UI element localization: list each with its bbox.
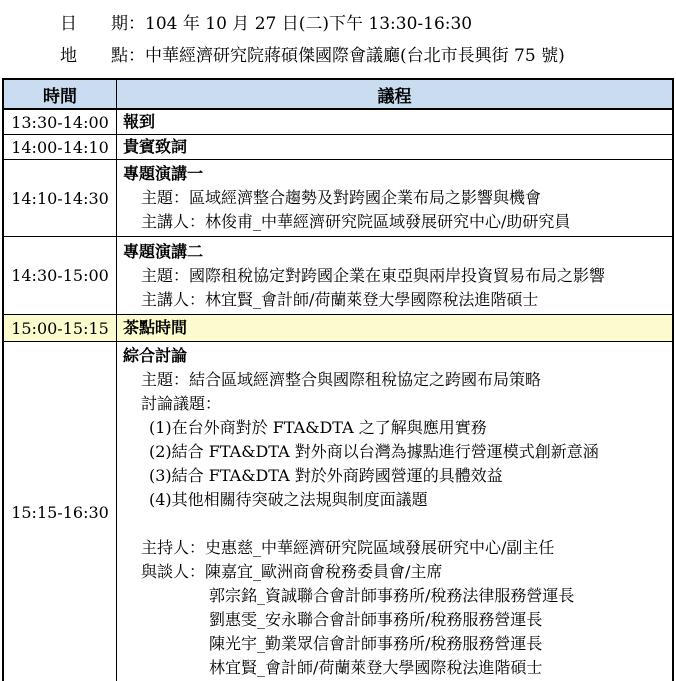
agenda-line: 與談人：陳嘉宜_歐洲商會稅務委員會/主席	[141, 562, 443, 582]
col-header-agenda: 議程	[117, 79, 674, 109]
agenda-cell	[117, 315, 674, 342]
agenda-line	[117, 512, 672, 536]
agenda-cell	[117, 135, 674, 160]
date-label: 日 期：	[60, 14, 145, 34]
session-title: 專題演講二	[123, 241, 204, 261]
date-line	[60, 8, 676, 40]
session-title: 貴賓致詞	[123, 137, 188, 156]
session-title: 報到	[123, 112, 156, 131]
agenda-cell	[117, 160, 674, 237]
time-cell: 14:10-14:30	[3, 160, 117, 237]
agenda-line: 劉惠雯_安永聯合會計師事務所/稅務服務營運長	[209, 610, 543, 630]
agenda-line: 郭宗銘_資誠聯合會計師事務所/稅務法律服務營運長	[209, 586, 575, 606]
agenda-line: (3)結合 FTA&DTA 對於外商跨國營運的具體效益	[149, 466, 503, 486]
agenda-line: 主持人：史惠慈_中華經濟研究院區域發展研究中心/副主任	[141, 538, 555, 558]
table-row	[3, 342, 673, 681]
agenda-cell	[117, 109, 674, 135]
agenda-line: 討論議題：	[141, 394, 222, 414]
table-header-row	[3, 79, 673, 109]
agenda-line: 林宜賢_會計師/荷蘭萊登大學國際稅法進階碩士	[209, 658, 543, 678]
agenda-line: 主題：區域經濟整合趨勢及對跨國企業布局之影響與機會	[141, 188, 542, 207]
session-title: 茶點時間	[123, 318, 188, 337]
time-cell: 15:00-15:15	[3, 315, 117, 342]
agenda-line: 主講人：林宜賢_會計師/荷蘭萊登大學國際稅法進階碩士	[141, 289, 539, 309]
agenda-line: 主講人：林俊甫_中華經濟研究院區域發展研究中心/助研究員	[141, 212, 571, 231]
date-value: 104 年 10 月 27 日(二)下午 13:30-16:30	[145, 14, 473, 34]
agenda-line: (4)其他相關待突破之法規與制度面議題	[149, 490, 428, 510]
agenda-line: 主題：結合區域經濟整合與國際租稅協定之跨國布局策略	[141, 370, 542, 390]
venue-label: 地 點：	[60, 46, 145, 66]
time-cell: 13:30-14:00	[3, 109, 117, 135]
agenda-cell	[117, 237, 674, 315]
agenda-table	[2, 78, 674, 681]
time-cell: 14:00-14:10	[3, 135, 117, 160]
table-row	[3, 160, 673, 237]
table-row	[3, 109, 673, 135]
agenda-line: 主題：國際租稅協定對跨國企業在東亞與兩岸投資貿易布局之影響	[141, 265, 606, 285]
venue-line	[60, 40, 676, 72]
agenda-cell	[117, 342, 674, 681]
event-info	[0, 0, 676, 72]
col-header-time: 時間	[3, 79, 117, 109]
agenda-line: (2)結合 FTA&DTA 對外商以台灣為據點進行營運模式創新意涵	[149, 442, 599, 462]
agenda-line: (1)在台外商對於 FTA&DTA 之了解與應用實務	[149, 418, 487, 438]
table-row	[3, 237, 673, 315]
time-cell: 14:30-15:00	[3, 237, 117, 315]
session-title: 綜合討論	[123, 346, 188, 366]
table-row	[3, 315, 673, 342]
agenda-body	[3, 109, 673, 681]
time-cell: 15:15-16:30	[3, 342, 117, 681]
table-row	[3, 135, 673, 160]
session-title: 專題演講一	[123, 164, 204, 183]
agenda-line: 陳光宇_勤業眾信會計師事務所/稅務服務營運長	[209, 634, 543, 654]
venue-value: 中華經濟研究院蔣碩傑國際會議廳(台北市長興街 75 號)	[145, 46, 565, 66]
